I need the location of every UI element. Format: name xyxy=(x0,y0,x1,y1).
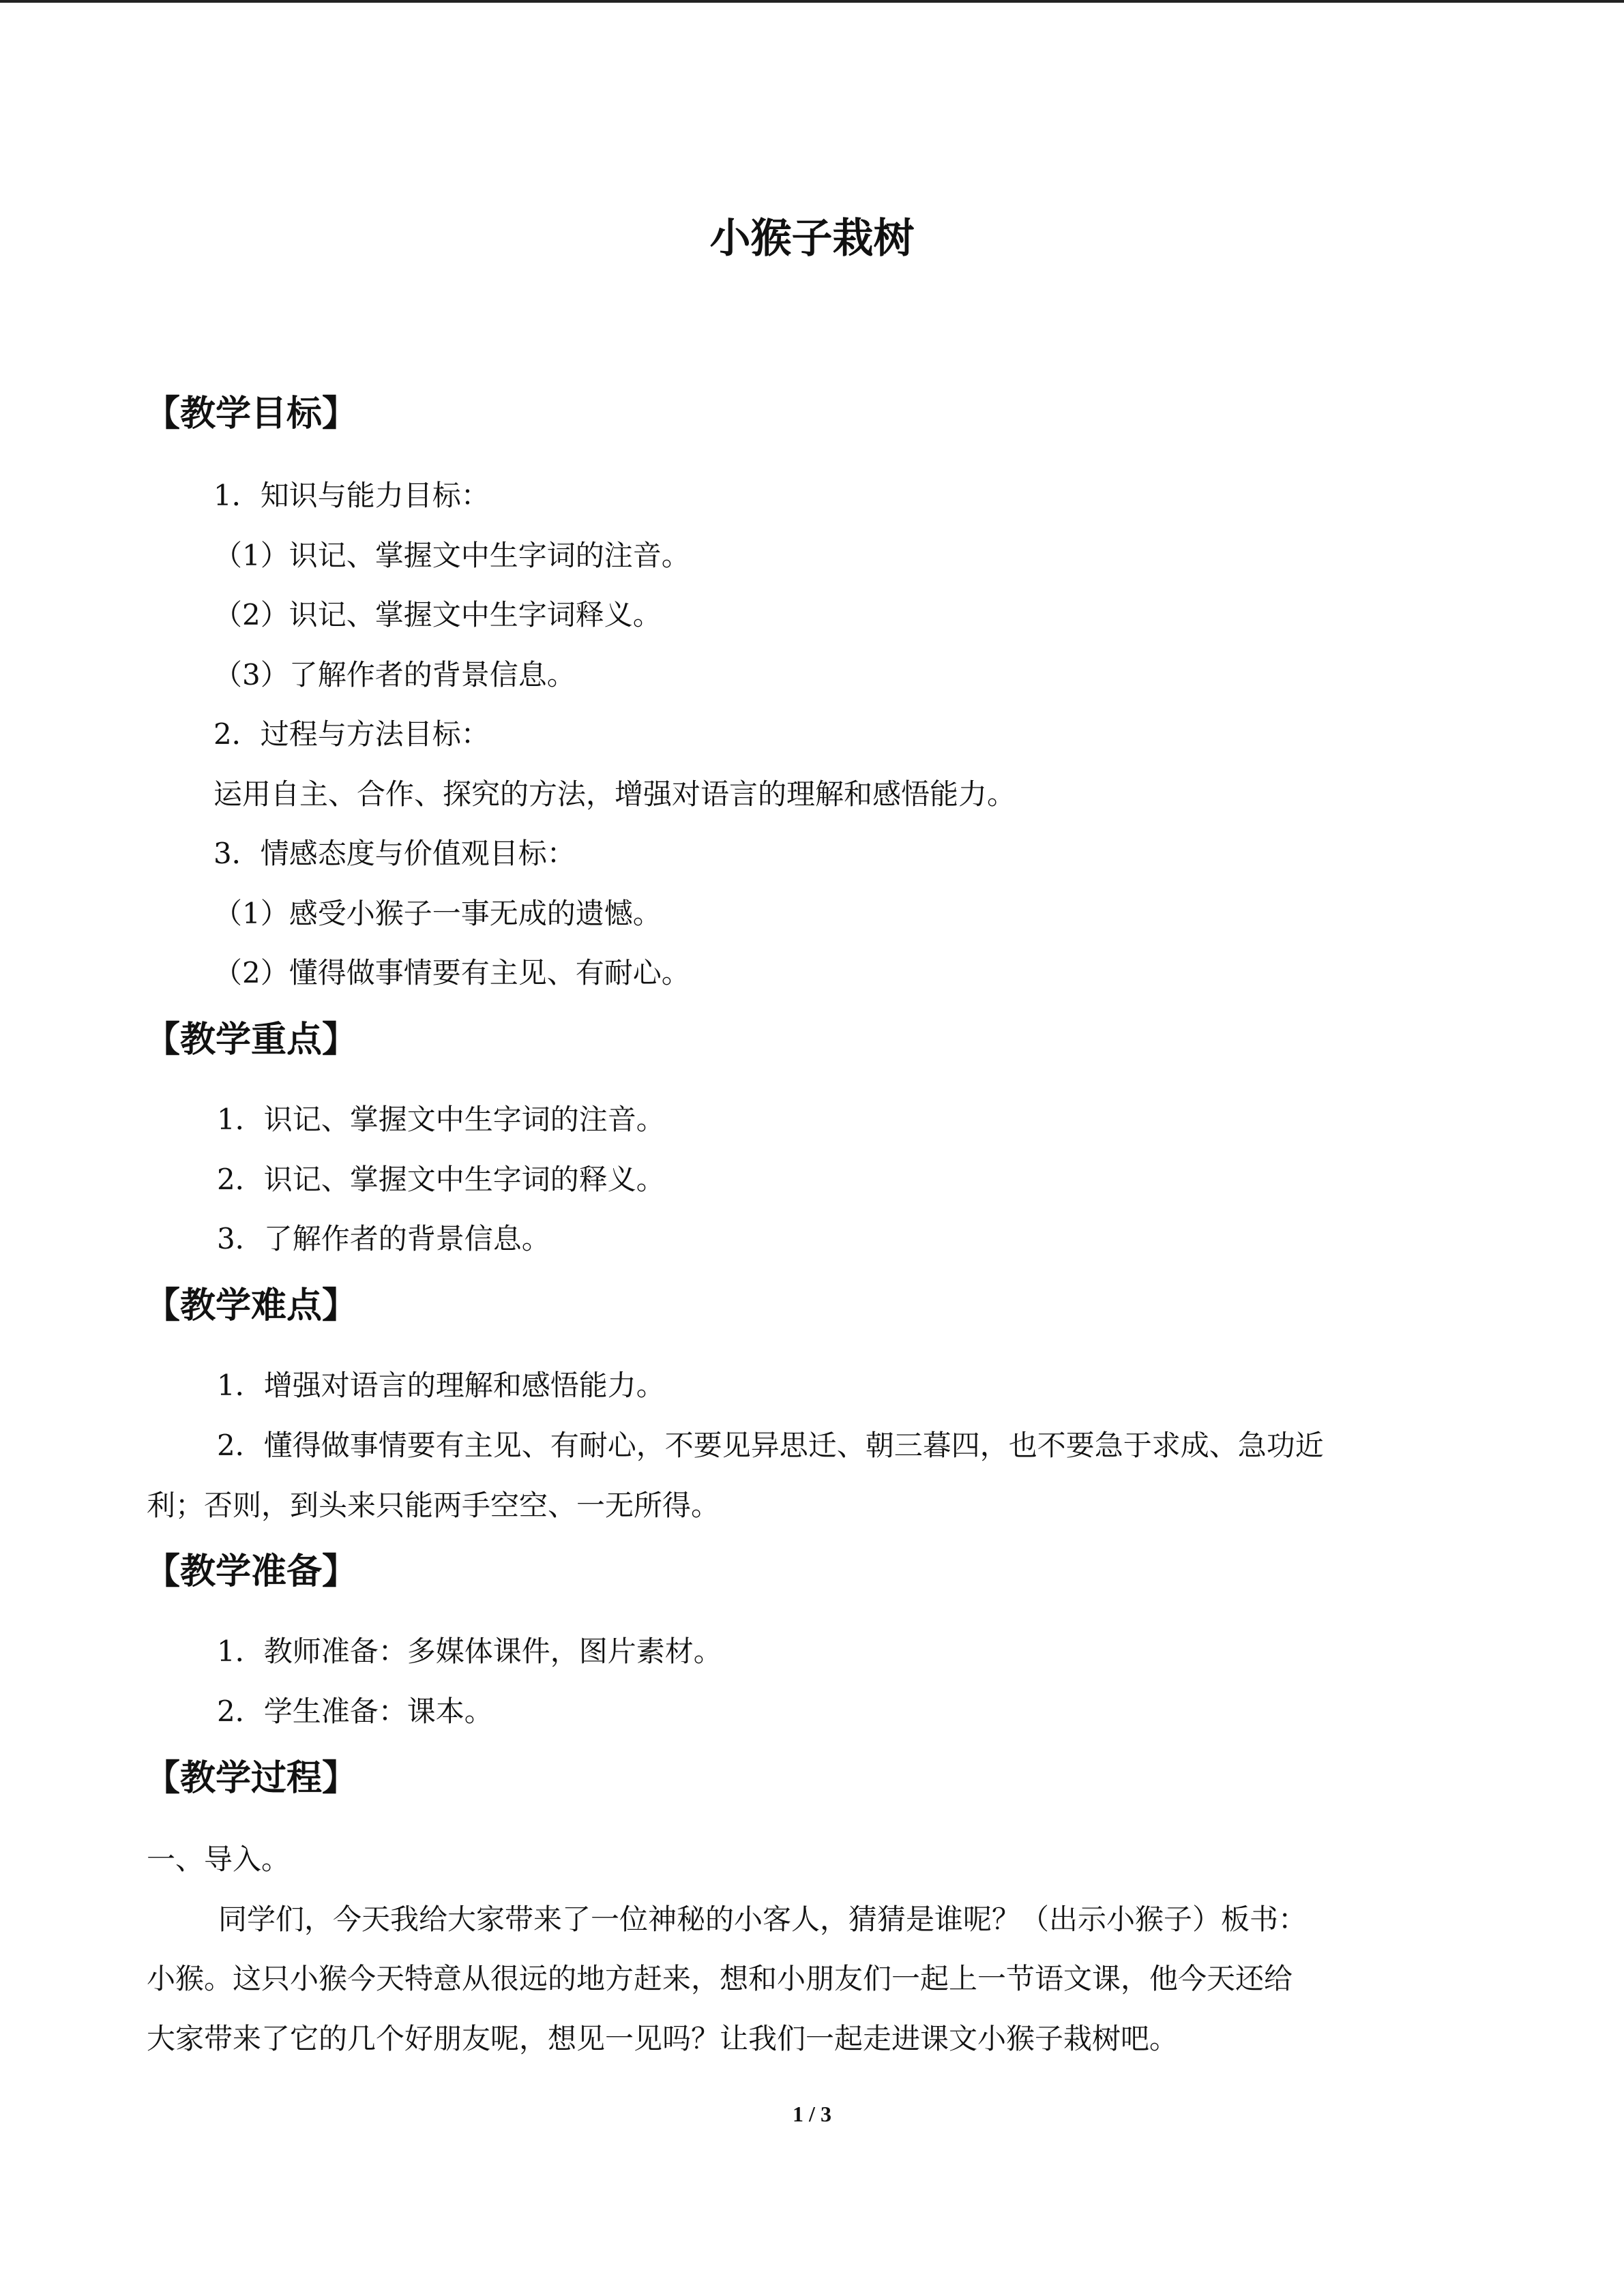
difficulties-line: 利；否则，到头来只能两手空空、一无所得。 xyxy=(147,1489,720,1522)
process-line: 一、导入。 xyxy=(147,1843,291,1876)
document-title: 小猴子栽树 xyxy=(709,215,915,263)
objectives-line: （1）识记、掌握文中生字词的注音。 xyxy=(213,539,690,572)
heading-process: 【教学过程】 xyxy=(145,1758,358,1799)
objectives-line: （2）识记、掌握文中生字词释义。 xyxy=(213,598,662,631)
objectives-line: （1）感受小猴子一事无成的遗憾。 xyxy=(213,897,662,930)
key-points-line: 3．了解作者的背景信息。 xyxy=(217,1222,550,1255)
preparation-line: 1．教师准备：多媒体课件，图片素材。 xyxy=(217,1635,722,1668)
difficulties-line: 2．懂得做事情要有主见、有耐心，不要见异思迁、朝三暮四，也不要急于求成、急功近 xyxy=(217,1429,1324,1462)
heading-objectives: 【教学目标】 xyxy=(145,393,358,434)
objectives-line: （2）懂得做事情要有主见、有耐心。 xyxy=(213,956,690,989)
objectives-line: 运用自主、合作、探究的方法，增强对语言的理解和感悟能力。 xyxy=(213,777,1016,811)
objectives-line: 2．过程与方法目标： xyxy=(213,717,490,751)
heading-preparation: 【教学准备】 xyxy=(145,1551,358,1592)
objectives-line: （3）了解作者的背景信息。 xyxy=(213,658,576,691)
preparation-line: 2．学生准备：课本。 xyxy=(217,1695,493,1728)
heading-difficulties: 【教学难点】 xyxy=(145,1285,358,1326)
key-points-line: 1．识记、掌握文中生字词的注音。 xyxy=(217,1103,665,1136)
page-number: 1 / 3 xyxy=(793,2102,831,2126)
process-line: 同学们，今天我给大家带来了一位神秘的小客人，猜猜是谁呢？（出示小猴子）板书： xyxy=(218,1903,1308,1936)
objectives-line: 1．知识与能力目标： xyxy=(213,479,490,512)
heading-key-points: 【教学重点】 xyxy=(145,1019,358,1060)
objectives-line: 3．情感态度与价值观目标： xyxy=(213,837,576,870)
process-line: 大家带来了它的几个好朋友呢，想见一见吗？让我们一起走进课文小猴子栽树吧。 xyxy=(147,2022,1179,2055)
process-line: 小猴。这只小猴今天特意从很远的地方赶来，想和小朋友们一起上一节语文课，他今天还给 xyxy=(147,1962,1293,1995)
difficulties-line: 1．增强对语言的理解和感悟能力。 xyxy=(217,1369,665,1402)
key-points-line: 2．识记、掌握文中生字词的释义。 xyxy=(217,1163,665,1196)
